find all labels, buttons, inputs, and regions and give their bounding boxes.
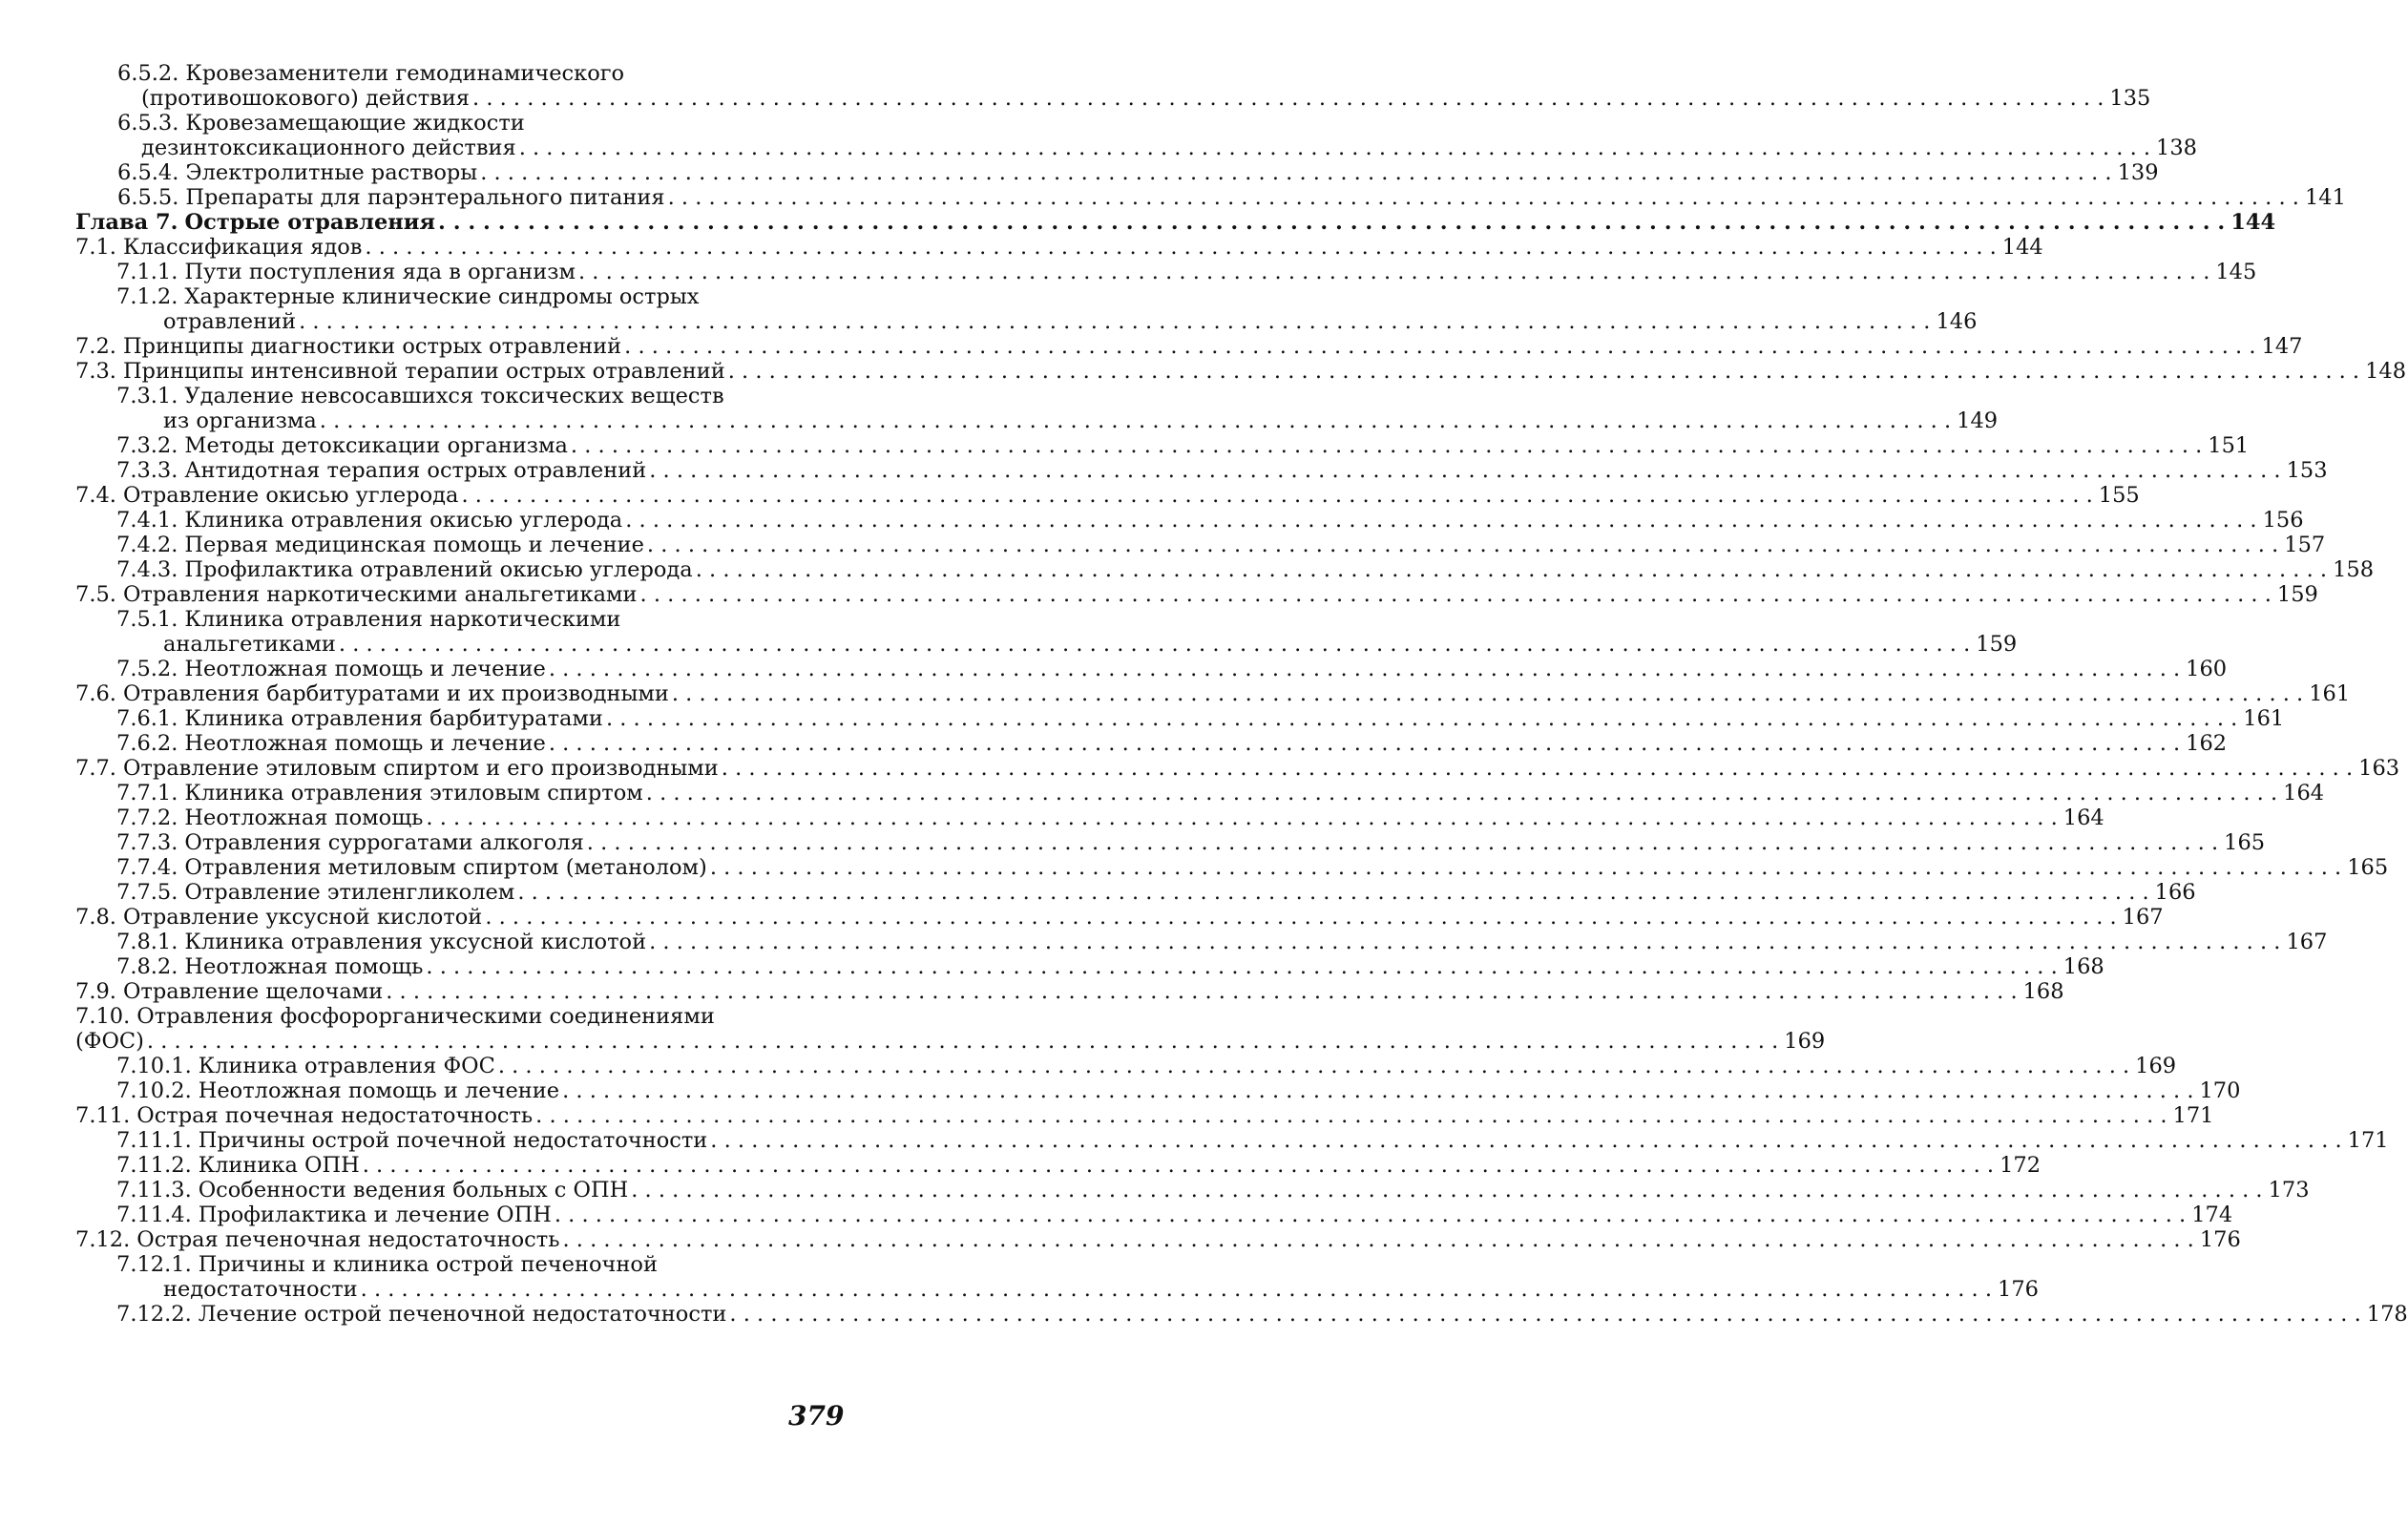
- toc-page-number: 141: [2304, 185, 2346, 210]
- toc-line: [0, 458, 2328, 483]
- toc-entry-number: 7.7.3.: [116, 830, 178, 855]
- toc-page-number: 168: [2022, 979, 2064, 1004]
- toc-entry: [0, 284, 1978, 334]
- toc-page-number: 168: [2063, 954, 2104, 979]
- table-of-contents: [0, 61, 2408, 1327]
- toc-line: [0, 334, 2303, 359]
- toc-page-number: 148: [2365, 359, 2407, 384]
- toc-entry-title: (противошокового) действия: [141, 86, 471, 111]
- toc-entry-title: Антидотная терапия острых отравлений: [184, 458, 647, 483]
- toc-entry-number: 7.8.2.: [116, 954, 178, 979]
- toc-line: [0, 309, 1978, 334]
- toc-entry-title: Пути поступления яда в организм: [184, 260, 576, 284]
- toc-entry-title: Причины острой почечной недостаточности: [198, 1128, 708, 1153]
- toc-page-number: 172: [2000, 1153, 2042, 1178]
- toc-line: [0, 781, 2325, 805]
- toc-page-number: 161: [2243, 706, 2285, 731]
- toc-entry-title: Отравление этиловым спиртом и его производными: [122, 756, 719, 781]
- dot-leader: . . . . . . . . . . . . . . . . . . . . . . . . . . . . . . . . . . . . . . . . . . . . . . . . . . . . . . . . . . . . . . . . . . . . . . . . . . . . . . . . . . . . . . . . . . . . . . . . . . . . . . . . . . . . . . . . . . . . . . . .: [671, 681, 2304, 706]
- dot-leader: . . . . . . . . . . . . . . . . . . . . . . . . . . . . . . . . . . . . . . . . . . . . . . . . . . . . . . . . . . . . . . . . . . . . . . . . . . . . . . . . . . . . . . . . . . . . . . . . . . . . . . . . . . . . . . . . . . . . . . . .: [480, 160, 2112, 185]
- toc-entry-title: Острые отравления: [184, 210, 436, 235]
- toc-entry-number: 7.11.1.: [116, 1128, 192, 1153]
- toc-entry-title: Лечение острой печеночной недостаточности: [198, 1302, 727, 1327]
- toc-entry-title: Клиника отравления ФОС: [198, 1054, 495, 1078]
- toc-entry: [0, 508, 2304, 533]
- toc-entry-number: 7.3.1.: [116, 384, 178, 408]
- toc-entry-title: Отравления наркотическими анальгетиками: [122, 582, 638, 607]
- dot-leader: . . . . . . . . . . . . . . . . . . . . . . . . . . . . . . . . . . . . . . . . . . . . . . . . . . . . . . . . . . . . . . . . . . . . . . . . . . . . . . . . . . . . . . . . . . . . . . . . . . . . . . . . . . . . . . . . . . . . . . . .: [562, 1078, 2194, 1103]
- toc-entry: [0, 1153, 2042, 1178]
- toc-entry-title: Неотложная помощь и лечение: [184, 657, 546, 681]
- toc-page-number: 165: [2224, 830, 2266, 855]
- dot-leader: . . . . . . . . . . . . . . . . . . . . . . . . . . . . . . . . . . . . . . . . . . . . . . . . . . . . . . . . . . . . . . . . . . . . . . . . . . . . . . . . . . . . . . . . . . . . . . . . . . . . . . . . . . . . . . . . . . . . . . . .: [729, 1302, 2361, 1327]
- dot-leader: . . . . . . . . . . . . . . . . . . . . . . . . . . . . . . . . . . . . . . . . . . . . . . . . . . . . . . . . . . . . . . . . . . . . . . . . . . . . . . . . . . . . . . . . . . . . . . . . . . . . . . . . . . . . . . . . . . . . . . . .: [710, 1128, 2342, 1153]
- toc-entry-title: Электролитные растворы: [185, 160, 478, 185]
- toc-entry: [0, 706, 2285, 731]
- toc-page-number: 157: [2284, 533, 2326, 557]
- toc-line: [0, 1029, 1826, 1054]
- dot-leader: . . . . . . . . . . . . . . . . . . . . . . . . . . . . . . . . . . . . . . . . . . . . . . . . . . . . . . . . . . . . . . . . . . . . . . . . . . . . . . . . . . . . . . . . . . . . . . . . . . . . . . . . . . . . . . . . . . . . . . . .: [578, 260, 2210, 284]
- toc-page-number: 155: [2098, 483, 2140, 508]
- dot-leader: . . . . . . . . . . . . . . . . . . . . . . . . . . . . . . . . . . . . . . . . . . . . . . . . . . . . . . . . . . . . . . . . . . . . . . . . . . . . . . . . . . . . . . . . . . . . . . . . . . . . . . . . . . . . . . . . . . . . . . . .: [365, 235, 1997, 260]
- dot-leader: . . . . . . . . . . . . . . . . . . . . . . . . . . . . . . . . . . . . . . . . . . . . . . . . . . . . . . . . . . . . . . . . . . . . . . . . . . . . . . . . . . . . . . . . . . . . . . . . . . . . . . . . . . . . . . . . . . . . . . . .: [554, 1203, 2187, 1227]
- toc-entry-title: недостаточности: [163, 1277, 358, 1302]
- toc-entry: [0, 880, 2196, 905]
- dot-leader: . . . . . . . . . . . . . . . . . . . . . . . . . . . . . . . . . . . . . . . . . . . . . . . . . . . . . . . . . . . . . . . . . . . . . . . . . . . . . . . . . . . . . . . . . . . . . . . . . . . . . . . . . . . . . . . . . . . . . . . .: [518, 136, 2151, 160]
- toc-page-number: 173: [2268, 1178, 2310, 1203]
- toc-line: [0, 508, 2304, 533]
- dot-leader: . . . . . . . . . . . . . . . . . . . . . . . . . . . . . . . . . . . . . . . . . . . . . . . . . . . . . . . . . . . . . . . . . . . . . . . . . . . . . . . . . . . . . . . . . . . . . . . . . . . . . . . . . . . . . . . . . . . . . . . .: [472, 86, 2104, 111]
- toc-line: [0, 384, 932, 408]
- toc-line: [0, 1227, 2241, 1252]
- dot-leader: . . . . . . . . . . . . . . . . . . . . . . . . . . . . . . . . . . . . . . . . . . . . . . . . . . . . . . . . . . . . . . . . . . . . . . . . . . . . . . . . . . . . . . . . . . . . . . . . . . . . . . . . . . . . . . . . . . . . . . . .: [625, 508, 2257, 533]
- toc-entry-title: Характерные клинические синдромы острых: [184, 284, 700, 309]
- toc-entry: [0, 954, 2104, 979]
- toc-entry: [0, 61, 2151, 111]
- toc-entry: [0, 855, 2389, 880]
- toc-page-number: 146: [1936, 309, 1978, 334]
- toc-line: [0, 1178, 2310, 1203]
- toc-entry-number: 7.12.: [75, 1227, 131, 1252]
- dot-leader: . . . . . . . . . . . . . . . . . . . . . . . . . . . . . . . . . . . . . . . . . . . . . . . . . . . . . . . . . . . . . . . . . . . . . . . . . . . . . . . . . . . . . . . . . . . . . . . . . . . . . . . . . . . . . . . . . . . . . . . .: [497, 1054, 2130, 1078]
- toc-entry: [0, 1078, 2241, 1103]
- toc-entry: [0, 905, 2164, 930]
- toc-page-number: 166: [2154, 880, 2196, 905]
- toc-entry-title: Классификация ядов: [122, 235, 363, 260]
- toc-entry: [0, 160, 2159, 185]
- toc-entry-number: 7.2.: [75, 334, 116, 359]
- toc-page-number: 161: [2309, 681, 2351, 706]
- toc-line: [0, 1203, 2233, 1227]
- toc-page-number: 139: [2117, 160, 2159, 185]
- toc-line: [0, 880, 2196, 905]
- toc-entry-number: 7.5.1.: [116, 607, 178, 632]
- toc-entry: [0, 582, 2318, 607]
- toc-line: [0, 1054, 2177, 1078]
- toc-entry-number: 7.3.3.: [116, 458, 178, 483]
- toc-entry-title: Отравление уксусной кислотой: [122, 905, 483, 930]
- toc-page-number: 147: [2261, 334, 2303, 359]
- dot-leader: . . . . . . . . . . . . . . . . . . . . . . . . . . . . . . . . . . . . . . . . . . . . . . . . . . . . . . . . . . . . . . . . . . . . . . . . . . . . . . . . . . . . . . . . . . . . . . . . . . . . . . . . . . . . . . . . . . . . . . . .: [624, 334, 2256, 359]
- toc-entry-title: Клиника отравления этиловым спиртом: [184, 781, 643, 805]
- toc-line: [0, 210, 2276, 235]
- toc-line: [0, 483, 2140, 508]
- toc-line: [0, 706, 2285, 731]
- toc-line: [0, 433, 2250, 458]
- toc-line: [0, 681, 2351, 706]
- toc-entry-number: 6.5.2.: [117, 61, 179, 86]
- dot-leader: . . . . . . . . . . . . . . . . . . . . . . . . . . . . . . . . . . . . . . . . . . . . . . . . . . . . . . . . . . . . . . . . . . . . . . . . . . . . . . . . . . . . . . . . . . . . . . . . . . . . . . . . . . . . . . . . . . . . . . . .: [631, 1178, 2263, 1203]
- toc-entry-title: Отравления суррогатами алкоголя: [184, 830, 584, 855]
- toc-page-number: 153: [2286, 458, 2328, 483]
- toc-entry-title: Принципы диагностики острых отравлений: [122, 334, 622, 359]
- toc-entry-number: 7.1.2.: [116, 284, 178, 309]
- toc-entry-number: 7.11.3.: [116, 1178, 192, 1203]
- toc-entry: [0, 458, 2328, 483]
- toc-line: [0, 607, 932, 632]
- toc-entry-title: (ФОС): [75, 1029, 144, 1054]
- toc-entry-title: Кровезамещающие жидкости: [185, 111, 525, 136]
- dot-leader: . . . . . . . . . . . . . . . . . . . . . . . . . . . . . . . . . . . . . . . . . . . . . . . . . . . . . . . . . . . . . . . . . . . . . . . . . . . . . . . . . . . . . . . . . . . . . . . . . . . . . . . . . . . . . . . . . . . . . . . .: [360, 1277, 1992, 1302]
- toc-page-number: 174: [2191, 1203, 2233, 1227]
- toc-entry: [0, 1302, 2408, 1327]
- dot-leader: . . . . . . . . . . . . . . . . . . . . . . . . . . . . . . . . . . . . . . . . . . . . . . . . . . . . . . . . . . . . . . . . . . . . . . . . . . . . . . . . . . . . . . . . . . . . . . . . . . . . . . . . . . . . . . . . . . . . . . . .: [438, 210, 2226, 235]
- toc-entry-title: Клиника ОПН: [198, 1153, 360, 1178]
- dot-leader: . . . . . . . . . . . . . . . . . . . . . . . . . . . . . . . . . . . . . . . . . . . . . . . . . . . . . . . . . . . . . . . . . . . . . . . . . . . . . . . . . . . . . . . . . . . . . . . . . . . . . . . . . . . . . . . . . . . . . . . .: [535, 1103, 2167, 1128]
- toc-entry-number: 7.6.1.: [116, 706, 178, 731]
- dot-leader: . . . . . . . . . . . . . . . . . . . . . . . . . . . . . . . . . . . . . . . . . . . . . . . . . . . . . . . . . . . . . . . . . . . . . . . . . . . . . . . . . . . . . . . . . . . . . . . . . . . . . . . . . . . . . . . . . . . . . . . .: [649, 458, 2281, 483]
- dot-leader: . . . . . . . . . . . . . . . . . . . . . . . . . . . . . . . . . . . . . . . . . . . . . . . . . . . . . . . . . . . . . . . . . . . . . . . . . . . . . . . . . . . . . . . . . . . . . . . . . . . . . . . . . . . . . . . . . . . . . . . .: [649, 930, 2281, 954]
- toc-entry-title: Отравления фосфорорганическими соединениями: [136, 1004, 715, 1029]
- toc-entry: [0, 756, 2400, 781]
- toc-entry: [0, 830, 2266, 855]
- toc-entry: [0, 210, 2276, 235]
- toc-entry: [0, 111, 2197, 160]
- dot-leader: . . . . . . . . . . . . . . . . . . . . . . . . . . . . . . . . . . . . . . . . . . . . . . . . . . . . . . . . . . . . . . . . . . . . . . . . . . . . . . . . . . . . . . . . . . . . . . . . . . . . . . . . . . . . . . . . . . . . . . . .: [319, 408, 1952, 433]
- toc-page-number: 171: [2172, 1103, 2214, 1128]
- toc-entry-title: анальгетиками: [163, 632, 336, 657]
- toc-entry-number: 7.1.1.: [116, 260, 178, 284]
- toc-line: [0, 136, 2197, 160]
- toc-entry-title: Отравление этиленгликолем: [184, 880, 515, 905]
- toc-page-number: 169: [1784, 1029, 1826, 1054]
- toc-entry-number: 7.10.: [75, 1004, 131, 1029]
- toc-line: [0, 1004, 932, 1029]
- dot-leader: . . . . . . . . . . . . . . . . . . . . . . . . . . . . . . . . . . . . . . . . . . . . . . . . . . . . . . . . . . . . . . . . . . . . . . . . . . . . . . . . . . . . . . . . . . . . . . . . . . . . . . . . . . . . . . . . . . . . . . . .: [695, 557, 2328, 582]
- toc-entry: [0, 1004, 1826, 1054]
- toc-line: [0, 111, 932, 136]
- toc-entry-number: 6.5.3.: [117, 111, 179, 136]
- dot-leader: . . . . . . . . . . . . . . . . . . . . . . . . . . . . . . . . . . . . . . . . . . . . . . . . . . . . . . . . . . . . . . . . . . . . . . . . . . . . . . . . . . . . . . . . . . . . . . . . . . . . . . . . . . . . . . . . . . . . . . . .: [570, 433, 2203, 458]
- toc-page-number: 171: [2347, 1128, 2389, 1153]
- toc-line: [0, 1302, 2408, 1327]
- toc-page-number: 167: [2286, 930, 2328, 954]
- toc-entry-number: 7.12.2.: [116, 1302, 192, 1327]
- dot-leader: . . . . . . . . . . . . . . . . . . . . . . . . . . . . . . . . . . . . . . . . . . . . . . . . . . . . . . . . . . . . . . . . . . . . . . . . . . . . . . . . . . . . . . . . . . . . . . . . . . . . . . . . . . . . . . . . . . . . . . . .: [727, 359, 2360, 384]
- toc-page-number: 162: [2186, 731, 2228, 756]
- toc-line: [0, 979, 2064, 1004]
- toc-line: [0, 61, 932, 86]
- toc-entry-title: Принципы интенсивной терапии острых отравлений: [122, 359, 725, 384]
- toc-entry: [0, 384, 1999, 433]
- toc-entry-number: 7.4.3.: [116, 557, 178, 582]
- toc-entry-title: Препараты для парэнтерального питания: [185, 185, 665, 210]
- toc-entry: [0, 1252, 2039, 1302]
- toc-page-number: 164: [2063, 805, 2104, 830]
- toc-entry-title: Клиника отравления уксусной кислотой: [184, 930, 647, 954]
- toc-entry-number: 7.7.4.: [116, 855, 178, 880]
- toc-entry: [0, 185, 2346, 210]
- toc-line: [0, 284, 932, 309]
- toc-entry-title: Особенности ведения больных с ОПН: [198, 1178, 629, 1203]
- toc-entry: [0, 607, 2018, 657]
- toc-entry-title: Острая почечная недостаточность: [136, 1103, 534, 1128]
- toc-entry-number: 7.11.4.: [116, 1203, 192, 1227]
- toc-entry-title: Отравление щелочами: [122, 979, 384, 1004]
- toc-entry-title: Удаление невсосавшихся токсических веществ: [184, 384, 724, 408]
- toc-page-number: 169: [2135, 1054, 2177, 1078]
- toc-entry-title: дезинтоксикационного действия: [141, 136, 516, 160]
- toc-line: [0, 1078, 2241, 1103]
- dot-leader: . . . . . . . . . . . . . . . . . . . . . . . . . . . . . . . . . . . . . . . . . . . . . . . . . . . . . . . . . . . . . . . . . . . . . . . . . . . . . . . . . . . . . . . . . . . . . . . . . . . . . . . . . . . . . . . . . . . . . . . .: [548, 731, 2181, 756]
- toc-page-number: 151: [2208, 433, 2250, 458]
- toc-line: [0, 805, 2104, 830]
- toc-page-number: 156: [2262, 508, 2304, 533]
- toc-entry-title: Неотложная помощь: [184, 954, 424, 979]
- dot-leader: . . . . . . . . . . . . . . . . . . . . . . . . . . . . . . . . . . . . . . . . . . . . . . . . . . . . . . . . . . . . . . . . . . . . . . . . . . . . . . . . . . . . . . . . . . . . . . . . . . . . . . . . . . . . . . . . . . . . . . . .: [667, 185, 2299, 210]
- toc-line: [0, 185, 2346, 210]
- toc-entry: [0, 1178, 2310, 1203]
- toc-entry-title: Клиника отравления наркотическими: [184, 607, 621, 632]
- toc-entry-title: Причины и клиника острой печеночной: [198, 1252, 658, 1277]
- toc-line: [0, 557, 2375, 582]
- toc-line: [0, 731, 2228, 756]
- dot-leader: . . . . . . . . . . . . . . . . . . . . . . . . . . . . . . . . . . . . . . . . . . . . . . . . . . . . . . . . . . . . . . . . . . . . . . . . . . . . . . . . . . . . . . . . . . . . . . . . . . . . . . . . . . . . . . . . . . . . . . . .: [485, 905, 2117, 930]
- dot-leader: . . . . . . . . . . . . . . . . . . . . . . . . . . . . . . . . . . . . . . . . . . . . . . . . . . . . . . . . . . . . . . . . . . . . . . . . . . . . . . . . . . . . . . . . . . . . . . . . . . . . . . . . . . . . . . . . . . . . . . . .: [426, 805, 2058, 830]
- toc-entry-number: 7.9.: [75, 979, 116, 1004]
- toc-entry-number: 7.5.2.: [116, 657, 178, 681]
- toc-line: [0, 533, 2326, 557]
- toc-page-number: 160: [2186, 657, 2228, 681]
- toc-line: [0, 160, 2159, 185]
- dot-leader: . . . . . . . . . . . . . . . . . . . . . . . . . . . . . . . . . . . . . . . . . . . . . . . . . . . . . . . . . . . . . . . . . . . . . . . . . . . . . . . . . . . . . . . . . . . . . . . . . . . . . . . . . . . . . . . . . . . . . . . .: [646, 533, 2279, 557]
- toc-entry-number: 7.3.2.: [116, 433, 178, 458]
- toc-entry: [0, 533, 2326, 557]
- toc-entry-title: из организма: [163, 408, 317, 433]
- toc-line: [0, 1277, 2039, 1302]
- toc-entry-title: отравлений: [163, 309, 297, 334]
- toc-entry-number: 7.3.: [75, 359, 116, 384]
- toc-entry-title: Профилактика и лечение ОПН: [198, 1203, 552, 1227]
- toc-entry: [0, 1227, 2241, 1252]
- toc-line: [0, 1128, 2389, 1153]
- toc-page-number: 170: [2199, 1078, 2241, 1103]
- toc-line: [0, 830, 2266, 855]
- toc-line: [0, 359, 2407, 384]
- toc-page-number: 176: [1998, 1277, 2039, 1302]
- toc-line: [0, 657, 2228, 681]
- toc-line: [0, 1252, 932, 1277]
- toc-page-number: 165: [2347, 855, 2389, 880]
- toc-entry-title: Профилактика отравлений окисью углерода: [184, 557, 693, 582]
- dot-leader: . . . . . . . . . . . . . . . . . . . . . . . . . . . . . . . . . . . . . . . . . . . . . . . . . . . . . . . . . . . . . . . . . . . . . . . . . . . . . . . . . . . . . . . . . . . . . . . . . . . . . . . . . . . . . . . . . . . . . . . .: [709, 855, 2342, 880]
- toc-line: [0, 260, 2257, 284]
- toc-line: [0, 235, 2043, 260]
- toc-entry-number: Глава 7.: [75, 210, 178, 235]
- toc-entry: [0, 260, 2257, 284]
- toc-page-number: 144: [2001, 235, 2043, 260]
- dot-leader: . . . . . . . . . . . . . . . . . . . . . . . . . . . . . . . . . . . . . . . . . . . . . . . . . . . . . . . . . . . . . . . . . . . . . . . . . . . . . . . . . . . . . . . . . . . . . . . . . . . . . . . . . . . . . . . . . . . . . . . .: [426, 954, 2058, 979]
- toc-entry-number: 7.11.: [75, 1103, 131, 1128]
- toc-line: [0, 930, 2328, 954]
- toc-entry-number: 6.5.4.: [117, 160, 179, 185]
- toc-entry: [0, 557, 2375, 582]
- toc-entry: [0, 930, 2328, 954]
- toc-line: [0, 756, 2400, 781]
- toc-entry-number: 7.6.2.: [116, 731, 178, 756]
- dot-leader: . . . . . . . . . . . . . . . . . . . . . . . . . . . . . . . . . . . . . . . . . . . . . . . . . . . . . . . . . . . . . . . . . . . . . . . . . . . . . . . . . . . . . . . . . . . . . . . . . . . . . . . . . . . . . . . . . . . . . . . .: [299, 309, 1931, 334]
- dot-leader: . . . . . . . . . . . . . . . . . . . . . . . . . . . . . . . . . . . . . . . . . . . . . . . . . . . . . . . . . . . . . . . . . . . . . . . . . . . . . . . . . . . . . . . . . . . . . . . . . . . . . . . . . . . . . . . . . . . . . . . .: [645, 781, 2278, 805]
- toc-entry: [0, 731, 2228, 756]
- toc-line: [0, 1103, 2214, 1128]
- toc-page-number: 176: [2199, 1227, 2241, 1252]
- dot-leader: . . . . . . . . . . . . . . . . . . . . . . . . . . . . . . . . . . . . . . . . . . . . . . . . . . . . . . . . . . . . . . . . . . . . . . . . . . . . . . . . . . . . . . . . . . . . . . . . . . . . . . . . . . . . . . . . . . . . . . . .: [146, 1029, 1779, 1054]
- toc-page-number: 159: [2276, 582, 2318, 607]
- toc-line: [0, 1153, 2042, 1178]
- toc-entry-number: 7.4.1.: [116, 508, 178, 533]
- toc-entry-number: 7.7.2.: [116, 805, 178, 830]
- toc-entry-title: Первая медицинская помощь и лечение: [184, 533, 644, 557]
- toc-page-number: 144: [2230, 210, 2276, 235]
- toc-line: [0, 582, 2318, 607]
- toc-entry-number: 7.12.1.: [116, 1252, 192, 1277]
- toc-line: [0, 855, 2389, 880]
- toc-entry-number: 7.1.: [75, 235, 116, 260]
- toc-entry-number: 7.8.1.: [116, 930, 178, 954]
- toc-entry-number: 7.4.2.: [116, 533, 178, 557]
- dot-leader: . . . . . . . . . . . . . . . . . . . . . . . . . . . . . . . . . . . . . . . . . . . . . . . . . . . . . . . . . . . . . . . . . . . . . . . . . . . . . . . . . . . . . . . . . . . . . . . . . . . . . . . . . . . . . . . . . . . . . . . .: [548, 657, 2181, 681]
- toc-entry: [0, 681, 2351, 706]
- toc-entry-title: Неотложная помощь: [184, 805, 424, 830]
- toc-entry-number: 7.8.: [75, 905, 116, 930]
- dot-leader: . . . . . . . . . . . . . . . . . . . . . . . . . . . . . . . . . . . . . . . . . . . . . . . . . . . . . . . . . . . . . . . . . . . . . . . . . . . . . . . . . . . . . . . . . . . . . . . . . . . . . . . . . . . . . . . . . . . . . . . .: [562, 1227, 2194, 1252]
- toc-entry: [0, 657, 2228, 681]
- toc-entry: [0, 979, 2064, 1004]
- toc-entry: [0, 1203, 2233, 1227]
- dot-leader: . . . . . . . . . . . . . . . . . . . . . . . . . . . . . . . . . . . . . . . . . . . . . . . . . . . . . . . . . . . . . . . . . . . . . . . . . . . . . . . . . . . . . . . . . . . . . . . . . . . . . . . . . . . . . . . . . . . . . . . .: [517, 880, 2149, 905]
- toc-entry: [0, 483, 2140, 508]
- toc-entry-number: 7.6.: [75, 681, 116, 706]
- toc-entry-title: Острая печеночная недостаточность: [136, 1227, 560, 1252]
- toc-page-number: 178: [2366, 1302, 2408, 1327]
- toc-entry-title: Неотложная помощь и лечение: [184, 731, 546, 756]
- toc-entry-number: 7.11.2.: [116, 1153, 192, 1178]
- toc-entry-number: 6.5.5.: [117, 185, 179, 210]
- dot-leader: . . . . . . . . . . . . . . . . . . . . . . . . . . . . . . . . . . . . . . . . . . . . . . . . . . . . . . . . . . . . . . . . . . . . . . . . . . . . . . . . . . . . . . . . . . . . . . . . . . . . . . . . . . . . . . . . . . . . . . . .: [721, 756, 2354, 781]
- toc-entry: [0, 1054, 2177, 1078]
- toc-page-number: 138: [2156, 136, 2197, 160]
- toc-entry: [0, 359, 2407, 384]
- toc-line: [0, 905, 2164, 930]
- toc-entry-title: Неотложная помощь и лечение: [198, 1078, 560, 1103]
- toc-page-number: 158: [2333, 557, 2375, 582]
- toc-entry-number: 7.5.: [75, 582, 116, 607]
- dot-leader: . . . . . . . . . . . . . . . . . . . . . . . . . . . . . . . . . . . . . . . . . . . . . . . . . . . . . . . . . . . . . . . . . . . . . . . . . . . . . . . . . . . . . . . . . . . . . . . . . . . . . . . . . . . . . . . . . . . . . . . .: [461, 483, 2093, 508]
- toc-entry: [0, 235, 2043, 260]
- toc-entry-title: Клиника отравления барбитуратами: [184, 706, 603, 731]
- toc-entry-title: Отравления барбитуратами и их производными: [122, 681, 669, 706]
- toc-entry: [0, 334, 2303, 359]
- page-number: 379: [788, 1400, 845, 1432]
- toc-page-number: 163: [2358, 756, 2400, 781]
- dot-leader: . . . . . . . . . . . . . . . . . . . . . . . . . . . . . . . . . . . . . . . . . . . . . . . . . . . . . . . . . . . . . . . . . . . . . . . . . . . . . . . . . . . . . . . . . . . . . . . . . . . . . . . . . . . . . . . . . . . . . . . .: [362, 1153, 1995, 1178]
- toc-page-number: 149: [1957, 408, 1999, 433]
- toc-entry: [0, 1103, 2214, 1128]
- toc-entry-number: 7.7.1.: [116, 781, 178, 805]
- dot-leader: . . . . . . . . . . . . . . . . . . . . . . . . . . . . . . . . . . . . . . . . . . . . . . . . . . . . . . . . . . . . . . . . . . . . . . . . . . . . . . . . . . . . . . . . . . . . . . . . . . . . . . . . . . . . . . . . . . . . . . . .: [639, 582, 2272, 607]
- toc-page-number: 167: [2122, 905, 2164, 930]
- toc-line: [0, 632, 2018, 657]
- toc-entry-title: Кровезаменители гемодинамического: [185, 61, 625, 86]
- toc-entry: [0, 805, 2104, 830]
- dot-leader: . . . . . . . . . . . . . . . . . . . . . . . . . . . . . . . . . . . . . . . . . . . . . . . . . . . . . . . . . . . . . . . . . . . . . . . . . . . . . . . . . . . . . . . . . . . . . . . . . . . . . . . . . . . . . . . . . . . . . . . .: [338, 632, 1971, 657]
- toc-page-number: 159: [1976, 632, 2018, 657]
- toc-entry-title: Методы детоксикации организма: [184, 433, 568, 458]
- toc-entry: [0, 433, 2250, 458]
- dot-leader: . . . . . . . . . . . . . . . . . . . . . . . . . . . . . . . . . . . . . . . . . . . . . . . . . . . . . . . . . . . . . . . . . . . . . . . . . . . . . . . . . . . . . . . . . . . . . . . . . . . . . . . . . . . . . . . . . . . . . . . .: [586, 830, 2219, 855]
- toc-entry-title: Отравление окисью углерода: [122, 483, 459, 508]
- toc-entry-number: 7.10.2.: [116, 1078, 192, 1103]
- toc-page-number: 135: [2109, 86, 2151, 111]
- toc-entry-title: Клиника отравления окисью углерода: [184, 508, 623, 533]
- toc-entry-number: 7.7.5.: [116, 880, 178, 905]
- toc-entry: [0, 781, 2325, 805]
- toc-page-number: 164: [2283, 781, 2325, 805]
- toc-line: [0, 86, 2151, 111]
- toc-entry-title: Отравления метиловым спиртом (метанолом): [184, 855, 707, 880]
- toc-page-number: 145: [2215, 260, 2257, 284]
- dot-leader: . . . . . . . . . . . . . . . . . . . . . . . . . . . . . . . . . . . . . . . . . . . . . . . . . . . . . . . . . . . . . . . . . . . . . . . . . . . . . . . . . . . . . . . . . . . . . . . . . . . . . . . . . . . . . . . . . . . . . . . .: [386, 979, 2018, 1004]
- toc-line: [0, 408, 1999, 433]
- toc-entry-number: 7.10.1.: [116, 1054, 192, 1078]
- toc-entry-number: 7.7.: [75, 756, 116, 781]
- toc-entry: [0, 1128, 2389, 1153]
- toc-entry-number: 7.4.: [75, 483, 116, 508]
- dot-leader: . . . . . . . . . . . . . . . . . . . . . . . . . . . . . . . . . . . . . . . . . . . . . . . . . . . . . . . . . . . . . . . . . . . . . . . . . . . . . . . . . . . . . . . . . . . . . . . . . . . . . . . . . . . . . . . . . . . . . . . .: [605, 706, 2238, 731]
- toc-line: [0, 954, 2104, 979]
